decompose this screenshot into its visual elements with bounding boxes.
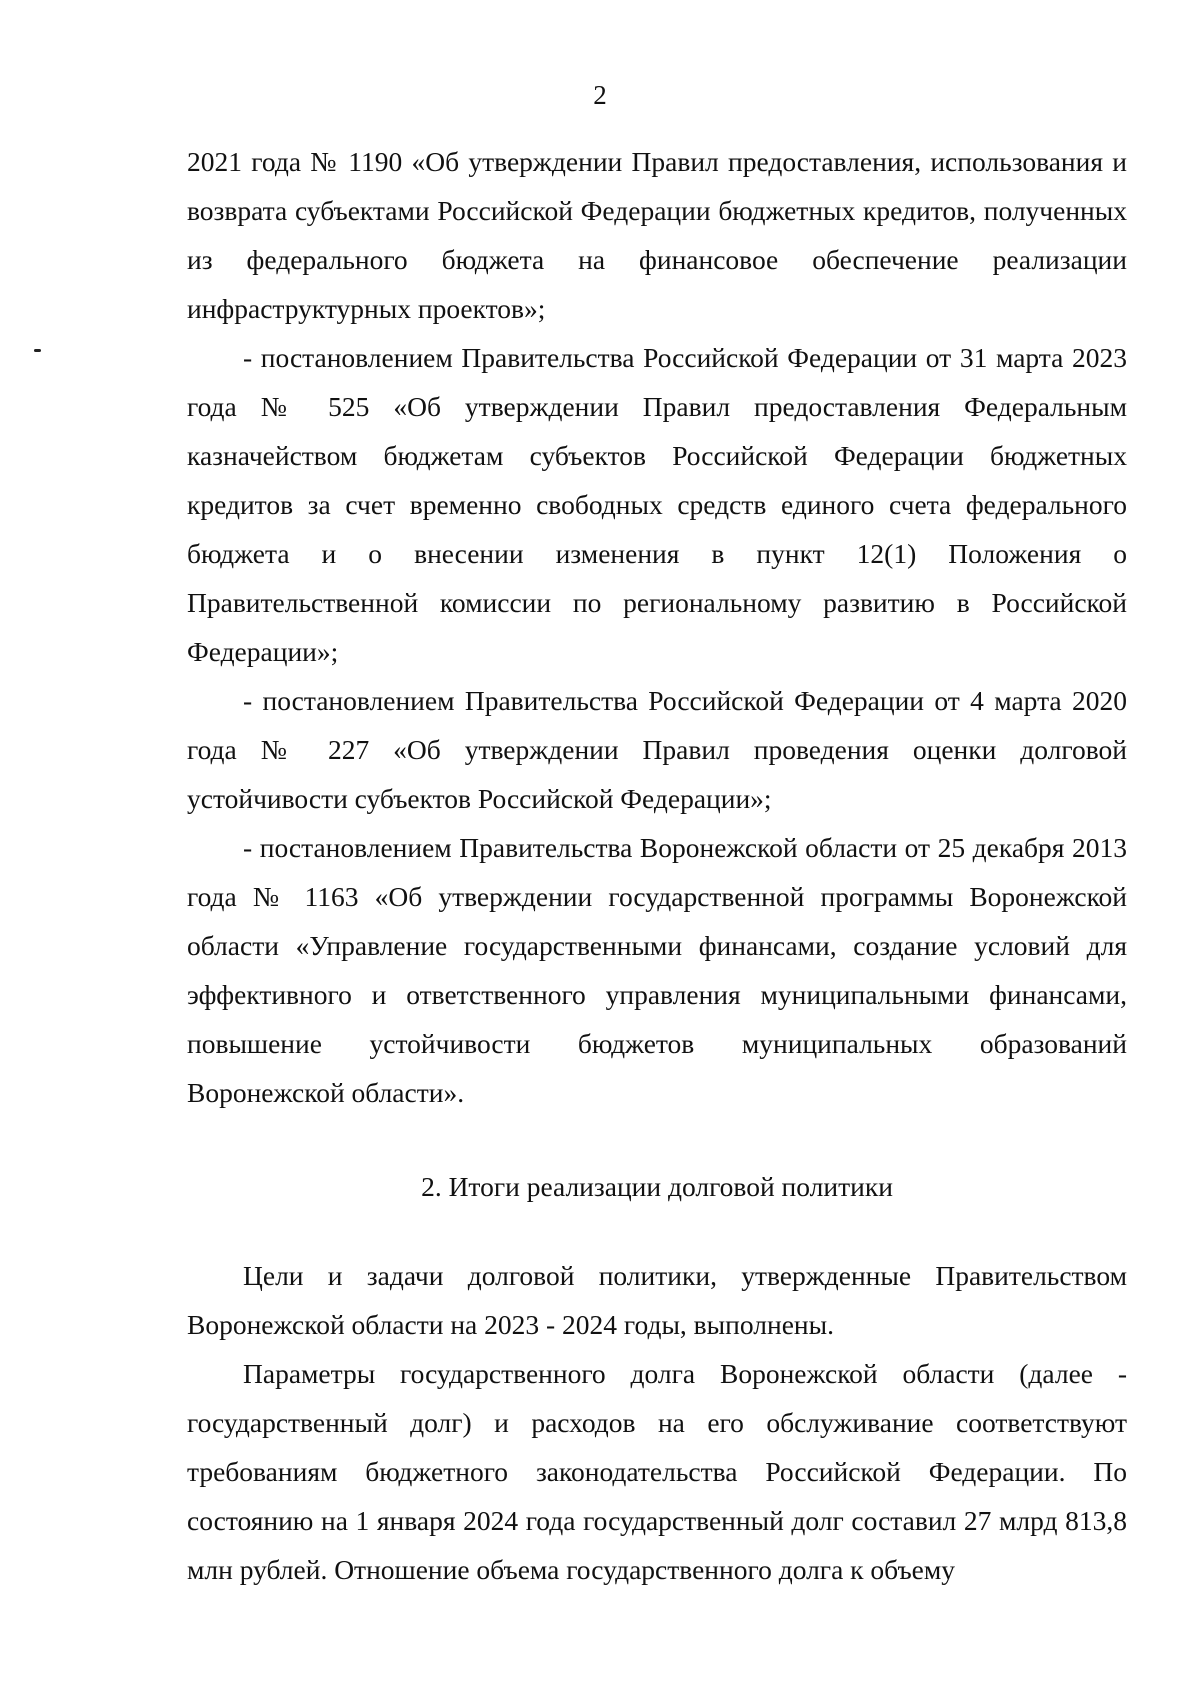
paragraph-decree-227: - постановлением Правительства Российской Федерации от 4 марта 2020 года № 227 «Об утверждении Правил проведения оценки долговой устойчивости субъектов Российской Федерации»; <box>187 685 1127 814</box>
paragraph-decree-1163: - постановлением Правительства Воронежской области от 25 декабря 2013 года № 1163 «Об утверждении государственной программы Воронежской области «Управление государственными финансами, создание условий для эффективного и ответственного управления муниципальными финансами, повышение устойчивости бюджетов муниципальных образований Воронежской области». <box>187 832 1127 1108</box>
paragraph-goals: Цели и задачи долговой политики, утвержденные Правительством Воронежской области на 2023 - 2024 годы, выполнены. <box>187 1260 1127 1340</box>
paragraph-decree-525: - постановлением Правительства Российской Федерации от 31 марта 2023 года № 525 «Об утверждении Правил предоставления Федеральным казначейством бюджетам субъектов Российской Федерации бюджетных кредитов за счет временно свободных средств единого счета федерального бюджета и о внесении изменения в пункт 12(1) Положения о Правительственной комиссии по региональному развитию в Российской Федерации»; <box>187 342 1127 667</box>
page-number: 2 <box>593 80 607 110</box>
paragraph-decree-1190-continuation: 2021 года № 1190 «Об утверждении Правил предоставления, использования и возврата субъектами Российской Федерации бюджетных кредитов, полученных из федерального бюджета на финансовое обеспечение реализации инфраструктурных проектов»; <box>187 146 1127 324</box>
paragraph-debt-parameters: Параметры государственного долга Воронежской области (далее - государственный долг) и расходов на его обслуживание соответствуют требованиям бюджетного законодательства Российской Федерации. По состоянию на 1 января 2024 года государственный долг составил 27 млрд 813,8 млн рублей. Отношение объема государственного долга к объему <box>187 1358 1127 1585</box>
document-body <box>187 137 1127 1594</box>
scan-speck <box>34 349 41 352</box>
section-heading: 2. Итоги реализации долговой политики <box>421 1171 893 1202</box>
